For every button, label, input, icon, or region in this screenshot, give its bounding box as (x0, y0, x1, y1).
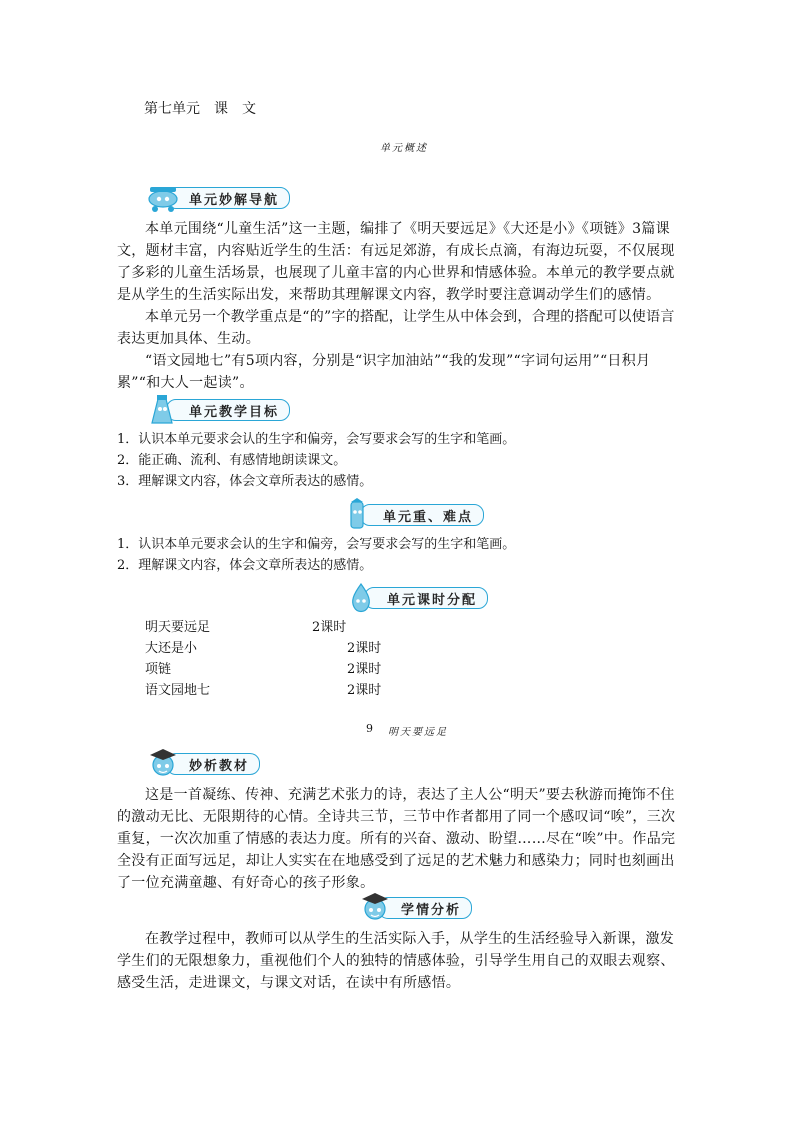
key-point-item-1: 1．认识本单元要求会认的生字和偏旁，会写要求会写的生字和笔画。 (117, 537, 516, 552)
airplane-mascot-icon (146, 181, 180, 215)
badge-situation (358, 896, 472, 920)
schedule-lesson-4: 语文园地七 (145, 683, 211, 698)
drop-mascot-icon (344, 581, 378, 615)
lesson-title: 明天要远足 (388, 727, 448, 738)
badge-key-points-label: 单元重、难点 (360, 504, 484, 526)
crayon-mascot-icon (340, 498, 374, 532)
section-title: 单元概述 (380, 143, 428, 154)
schedule-lesson-1: 明天要远足 (145, 620, 211, 635)
goal-item-2: 2．能正确、流利、有感情地朗读课文。 (117, 453, 347, 468)
badge-analysis (146, 752, 260, 776)
pencil-mascot-icon (146, 393, 180, 427)
analysis-paragraph: 这是一首凝练、传神、充满艺术张力的诗，表达了主人公“明天”要去秋游而掩饰不住的激动无比、无限期待的心情。全诗共三节，三节中作者都用了同一个感叹词“唉”，三次重复，一次次加重了情感的表达力度。所有的兴奋、激动、盼望……尽在“唉”中。作品完全没有正面写远足，却让人实实在在地感受到了远足的艺术魅力和感染力；同时也刻画出了一位充满童趣、有好奇心的孩子形象。 (117, 787, 676, 891)
schedule-lesson-2: 大还是小 (145, 641, 198, 656)
badge-guide (146, 186, 290, 210)
key-point-item-2: 2．理解课文内容，体会文章所表达的感情。 (117, 558, 373, 573)
schedule-hours-1: 2课时 (312, 620, 347, 635)
badge-guide-label: 单元妙解导航 (166, 187, 290, 209)
badge-schedule-label: 单元课时分配 (364, 587, 488, 609)
situation-paragraph: 在教学过程中，教师可以从学生的生活实际入手，从学生的生活经验导入新课，激发学生们的无限想象力，重视他们个人的独特的情感体验，引导学生用自己的双眼去观察、感受生活，走进课文，与课文对话，在读中有所感悟。 (117, 931, 675, 991)
schedule-lesson-3: 项链 (145, 662, 172, 677)
graduate-mascot-icon (358, 891, 392, 925)
badge-analysis-label: 妙析教材 (166, 753, 260, 775)
guide-paragraph-3: “语文园地七”有5项内容，分别是“识字加油站”“我的发现”“字词句运用”“日积月累”“和大人一起读”。 (117, 353, 651, 391)
badge-goals (146, 398, 290, 422)
schedule-hours-4: 2课时 (347, 683, 382, 698)
lesson-number: 9 (366, 722, 373, 735)
goal-item-3: 3．理解课文内容，体会文章所表达的感情。 (117, 474, 373, 489)
graduate-mascot-icon (146, 747, 180, 781)
badge-goals-label: 单元教学目标 (166, 399, 290, 421)
guide-paragraph-2: 本单元另一个教学重点是“的”字的搭配，让学生从中体会到，合理的搭配可以使语言表达更加具体、生动。 (117, 309, 675, 347)
badge-schedule (344, 586, 488, 610)
chapter-header: 第七单元 课 文 (144, 101, 256, 117)
badge-situation-label: 学情分析 (378, 897, 472, 919)
guide-paragraph-1: 本单元围绕“儿童生活”这一主题，编排了《明天要远足》《大还是小》《项链》3篇课文，题材丰富，内容贴近学生的生活：有远足郊游，有成长点滴，有海边玩耍，不仅展现了多彩的儿童生活场景，也展现了儿童丰富的内心世界和情感体验。本单元的教学要点就是从学生的生活实际出发，来帮助其理解课文内容，教学时要注意调动学生们的感情。 (117, 221, 675, 303)
schedule-hours-2: 2课时 (347, 641, 382, 656)
goal-item-1: 1．认识本单元要求会认的生字和偏旁，会写要求会写的生字和笔画。 (117, 432, 516, 447)
schedule-hours-3: 2课时 (347, 662, 382, 677)
badge-key-points (340, 503, 484, 527)
